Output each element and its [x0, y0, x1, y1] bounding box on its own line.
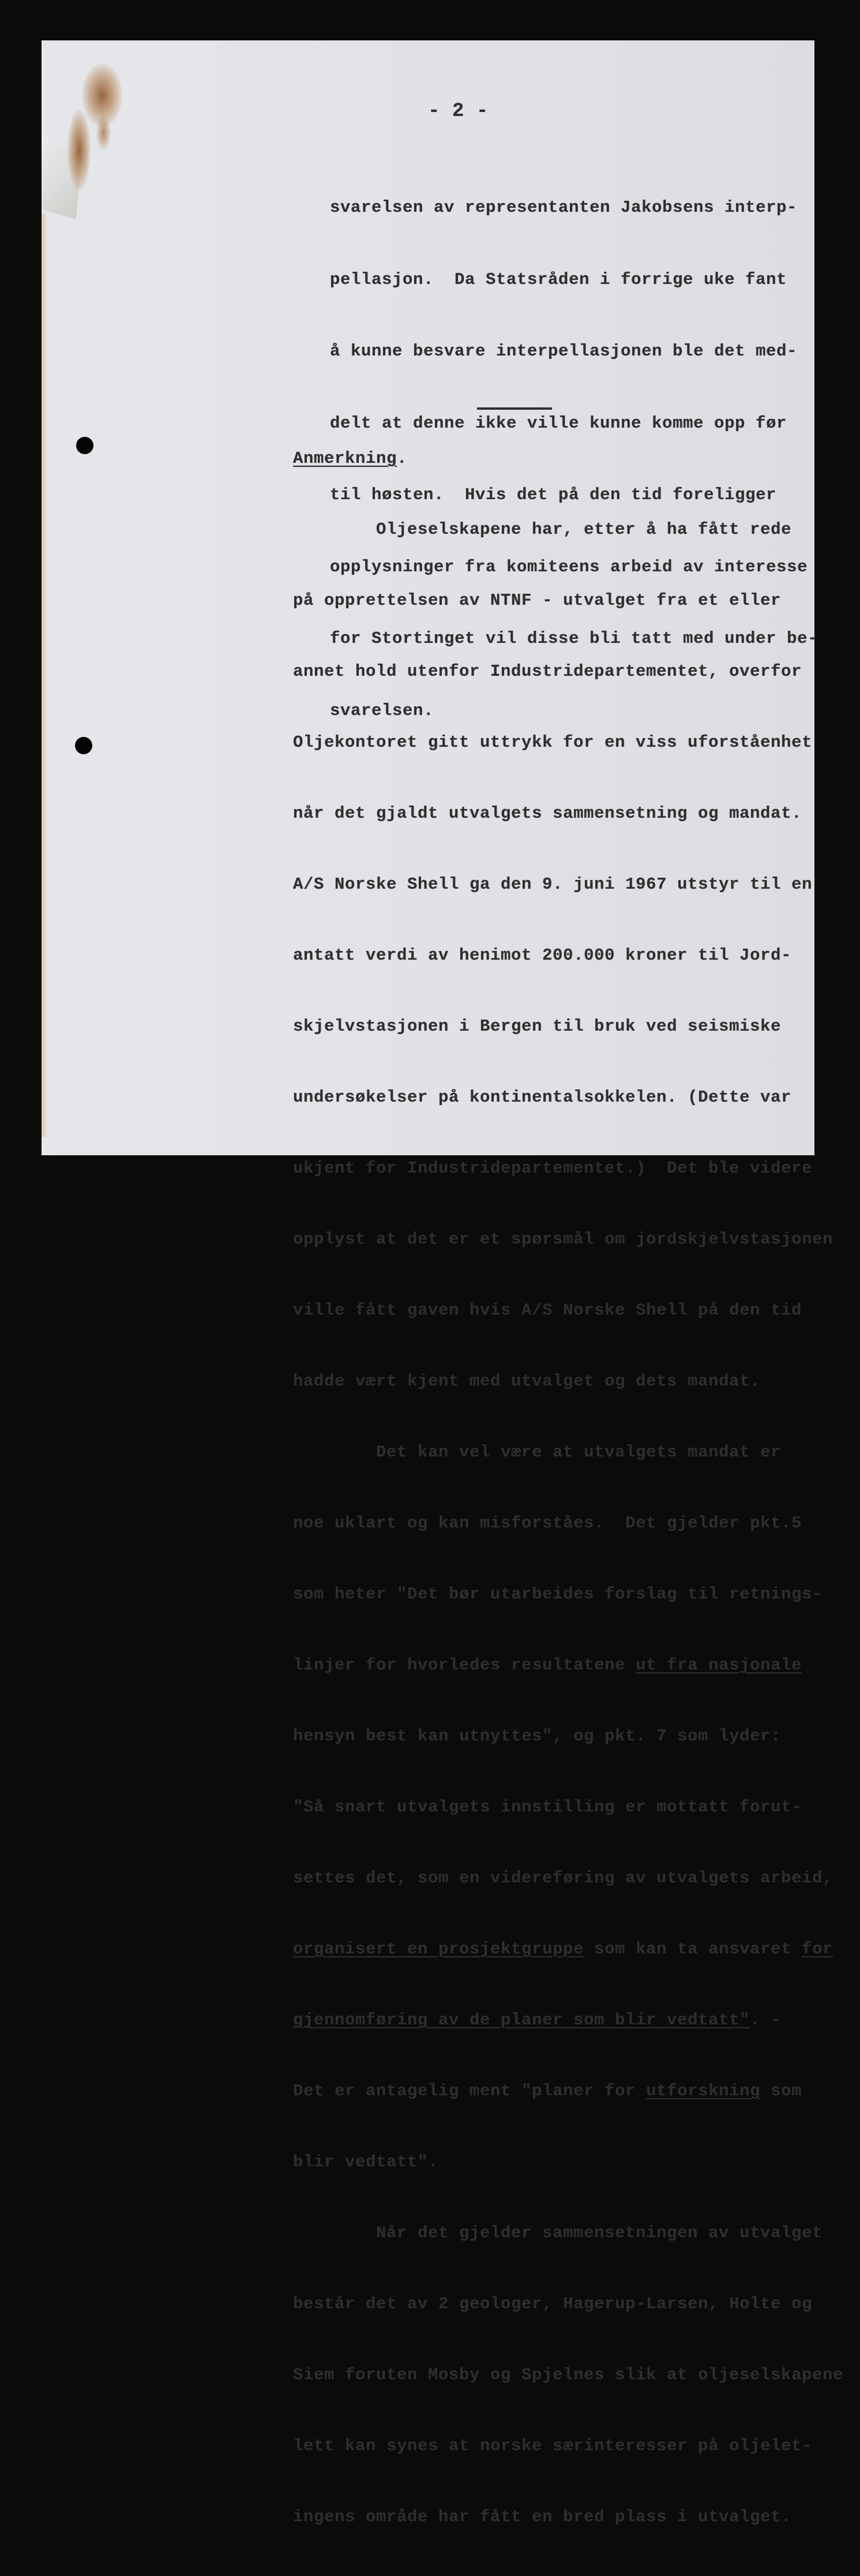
text-line: Oljeselskapene har, etter å ha fått rede — [293, 520, 792, 539]
text-line: å kunne besvare interpellasjonen ble det med- — [330, 342, 798, 361]
text-line: pellasjon. Da Statsråden i forrige uke fant — [330, 269, 787, 289]
text-line: noe uklart og kan misforståes. Det gjelder pkt.5 — [293, 1514, 802, 1533]
text-line — [293, 1653, 843, 1677]
punch-hole-bottom — [75, 737, 92, 754]
section-anmerkning — [293, 399, 843, 2576]
text-fragment: som — [760, 2081, 802, 2101]
text-line: antatt verdi av henimot 200.000 kroner til Jord- — [293, 946, 792, 965]
text-line: hadde vært kjent med utvalget og dets mandat. — [293, 1372, 761, 1391]
punch-hole-top — [76, 437, 93, 454]
underlined-phrase: gjennomføring av de planer som blir vedtatt" — [293, 2010, 750, 2030]
paper-edge-discoloration — [42, 214, 47, 1137]
text-line: Når det gjelder sammensetningen av utvalget — [293, 2223, 823, 2242]
text-line: svarelsen av representanten Jakobsens interp- — [330, 198, 798, 217]
text-fragment: . - — [750, 2010, 782, 2030]
text-line — [293, 2008, 843, 2032]
text-line — [293, 2079, 843, 2103]
text-line: består det av 2 geologer, Hagerup-Larsen, Holte og — [293, 2294, 813, 2313]
text-fragment: som kan ta ansvaret — [584, 1940, 802, 1959]
heading-period: . — [397, 449, 408, 468]
text-line: på opprettelsen av NTNF - utvalget fra et eller — [293, 591, 782, 610]
text-line: Det kan vel være at utvalgets mandat er — [293, 1443, 782, 1462]
text-line: settes det, som en videreføring av utvalgets arbeid, — [293, 1869, 833, 1888]
section-heading — [293, 447, 843, 470]
text-line: undersøkelser på kontinentalsokkelen. (Dette var — [293, 1088, 792, 1107]
text-line: ville fått gaven hvis A/S Norske Shell på den tid — [293, 1301, 802, 1320]
text-line: Oljekontoret gitt uttrykk for en viss uforståenhet — [293, 733, 813, 752]
heading-text: Anmerkning — [293, 449, 397, 468]
text-line: Siem foruten Mosby og Spjelnes slik at oljeselskapene — [293, 2365, 844, 2384]
rust-stain — [96, 115, 111, 150]
text-line — [293, 1937, 843, 1961]
document-page — [42, 40, 844, 2526]
text-line: til høsten. Hvis det på den tid foreligger — [330, 485, 777, 504]
text-line: svarelsen. — [330, 701, 434, 720]
text-fragment: linjer for hvorledes resultatene — [293, 1656, 636, 1675]
text-line: for Stortinget vil disse bli tatt med under be- — [330, 629, 818, 648]
text-line: som heter "Det bør utarbeides forslag til retnings- — [293, 1585, 823, 1604]
text-line: opplysninger fra komiteens arbeid av interesse — [330, 557, 808, 576]
text-line: hensyn best kan utnyttes", og pkt. 7 som lyder: — [293, 1727, 782, 1746]
text-line: skjelvstasjonen i Bergen til bruk ved seismiske — [293, 1017, 782, 1036]
text-line: "Så snart utvalgets innstilling er mottatt forut- — [293, 1798, 802, 1817]
text-line: A/S Norske Shell ga den 9. juni 1967 utstyr til en — [293, 875, 813, 894]
text-fragment: Det er antagelig ment "planer for — [293, 2081, 647, 2101]
underlined-phrase: ut fra nasjonale — [636, 1656, 802, 1675]
page-number: - 2 - — [428, 100, 489, 122]
underlined-phrase: for — [802, 1940, 833, 1959]
text-line: opplyst at det er et spørsmål om jordskjelvstasjonen — [293, 1230, 833, 1249]
text-line: blir vedtatt". — [293, 2152, 439, 2171]
underlined-phrase: utforskning — [646, 2081, 761, 2101]
text-line: delt at denne ikke ville kunne komme opp før — [330, 413, 787, 433]
rust-stain — [67, 110, 91, 190]
text-line: når det gjaldt utvalgets sammensetning og mandat. — [293, 804, 802, 823]
text-line: lett kan synes at norske særinteresser på oljelet- — [293, 2436, 813, 2455]
text-line: ukjent for Industridepartementet.) Det ble videre — [293, 1159, 813, 1178]
underlined-phrase: organisert en prosjektgruppe — [293, 1940, 584, 1959]
text-line: annet hold utenfor Industridepartementet, overfor — [293, 662, 802, 681]
text-line: ingens område har fått en bred plass i utvalget. — [293, 2507, 792, 2526]
